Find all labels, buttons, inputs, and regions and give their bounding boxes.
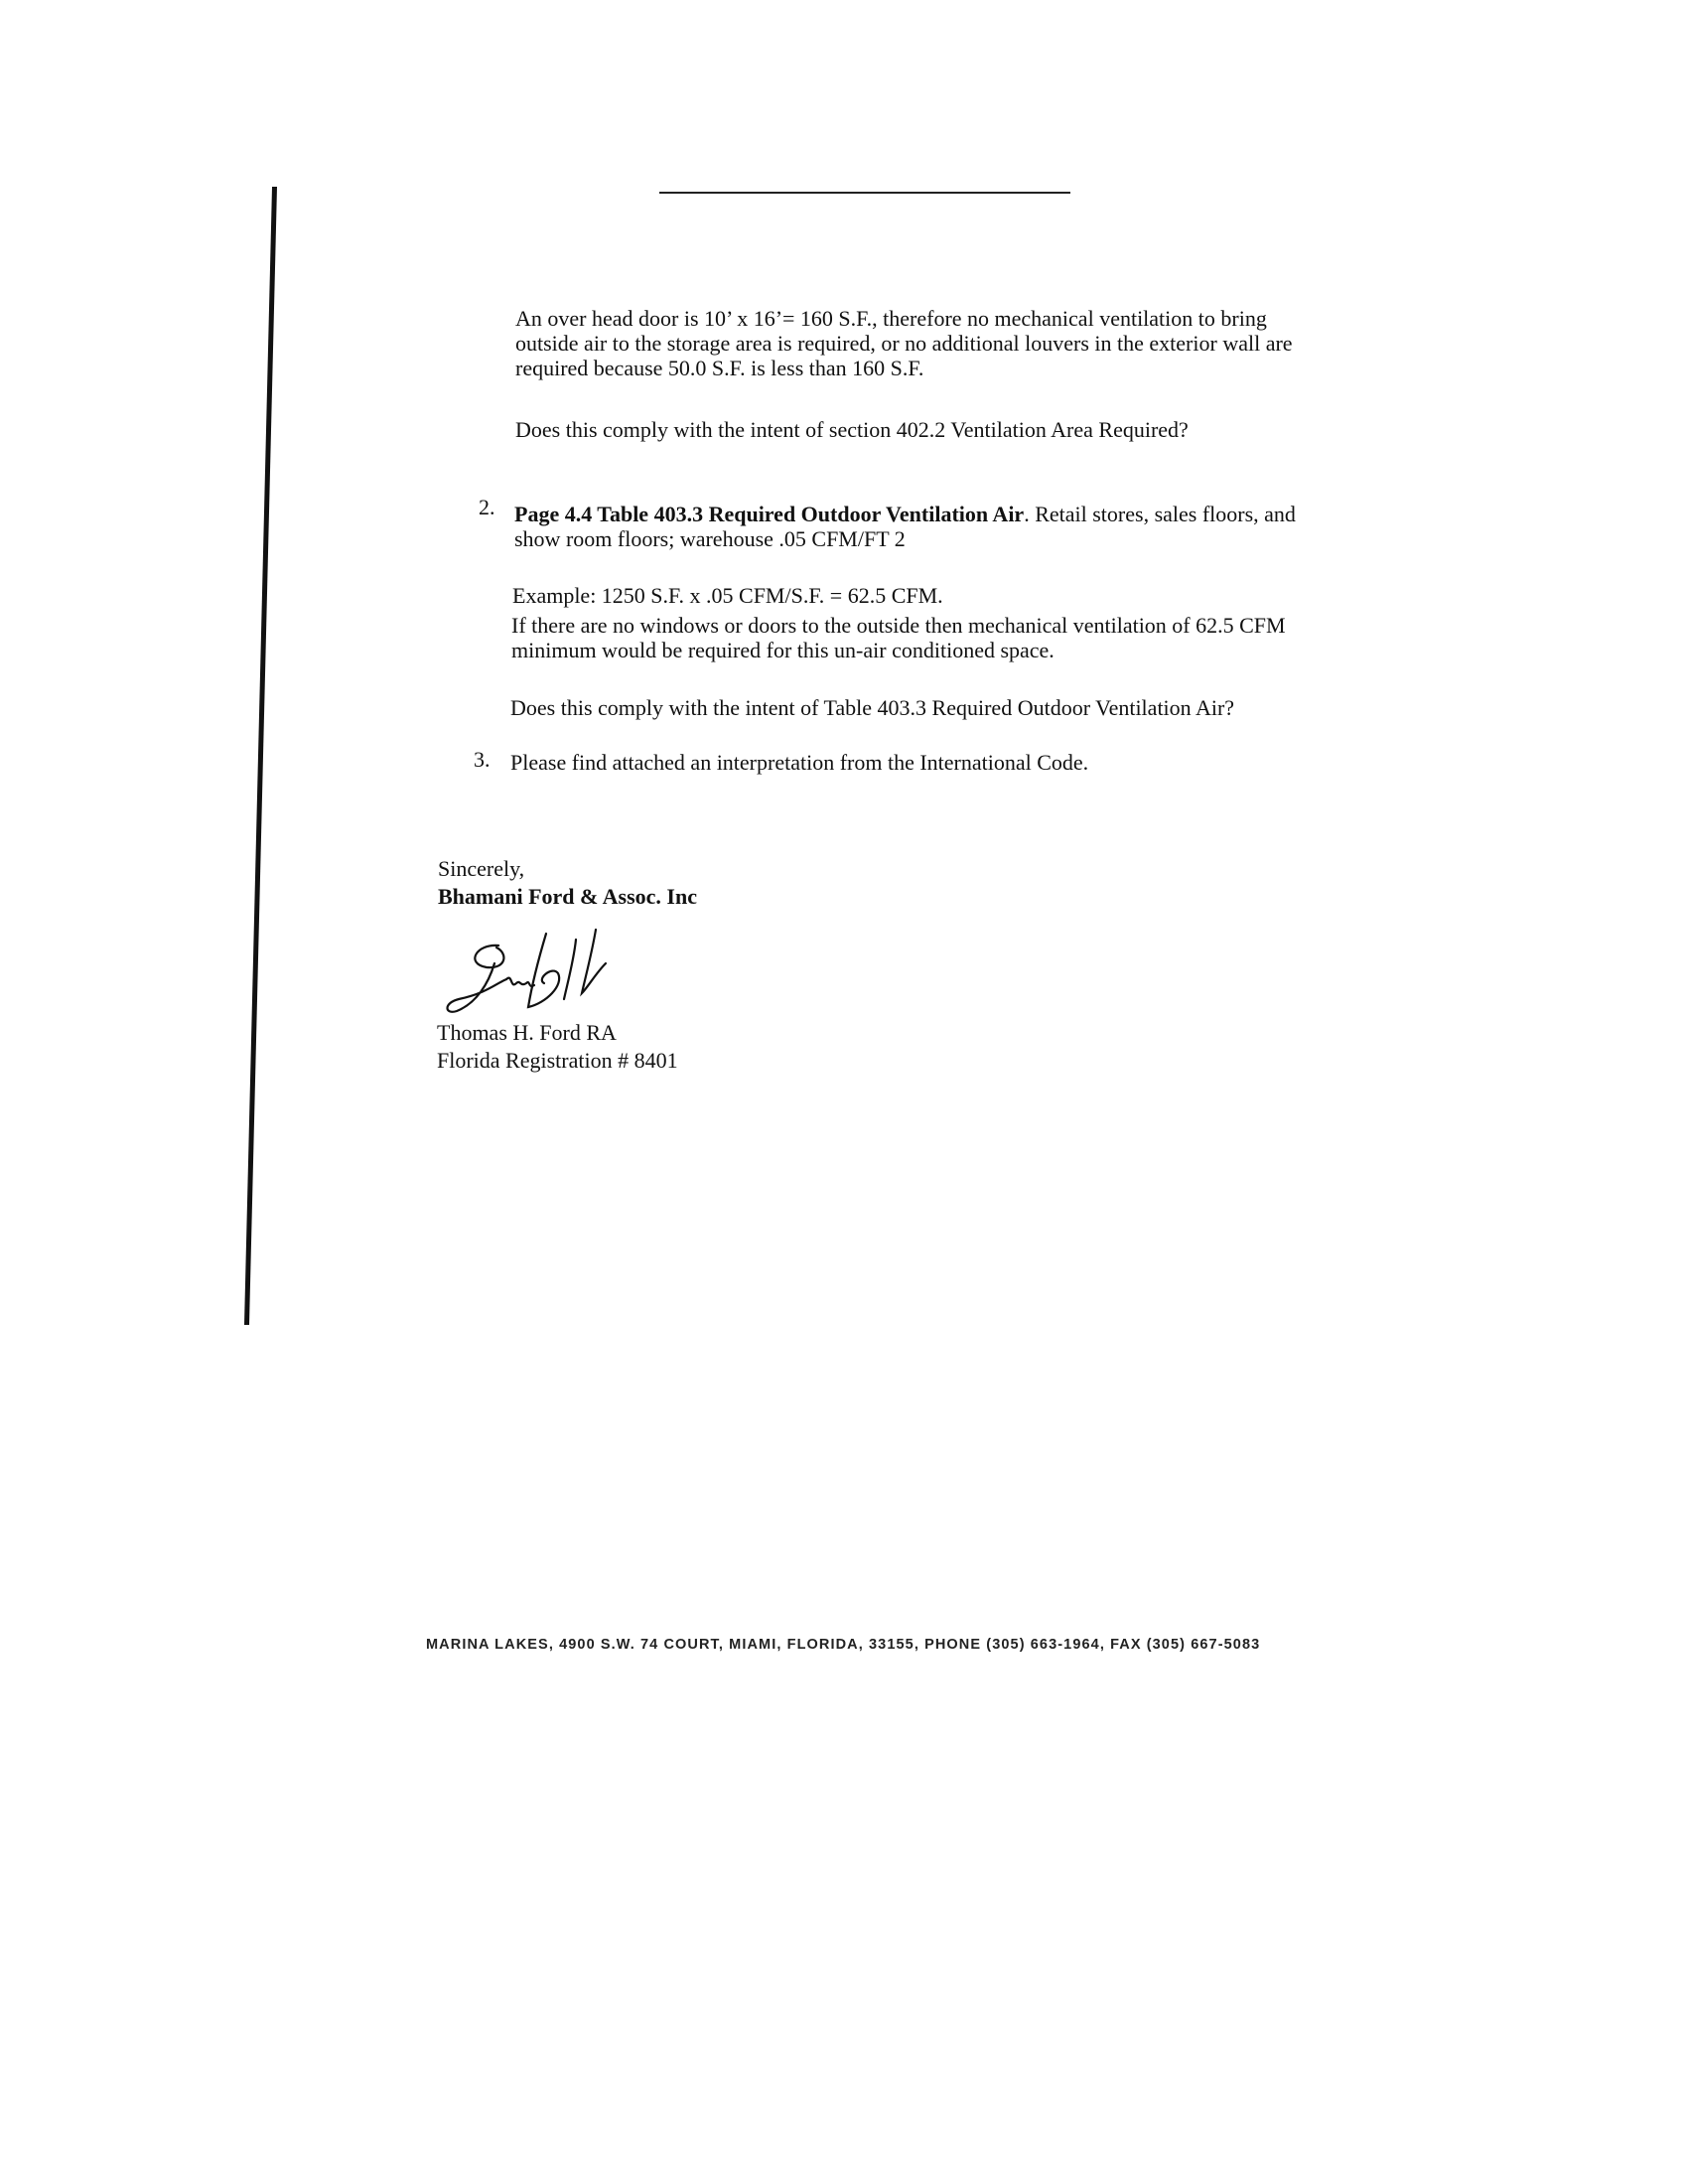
item-2-heading: Page 4.4 Table 403.3 Required Outdoor Ventilation Air bbox=[514, 502, 1025, 526]
question-1: Does this comply with the intent of section 402.2 Ventilation Area Required? bbox=[515, 417, 1189, 442]
paragraph-line: An over head door is 10’ x 16’= 160 S.F., therefore no mechanical ventilation to bring bbox=[515, 306, 1267, 331]
signature bbox=[437, 924, 635, 1023]
signer-name: Thomas H. Ford RA bbox=[437, 1020, 617, 1045]
note-line: If there are no windows or doors to the outside then mechanical ventilation of 62.5 CFM bbox=[511, 613, 1286, 638]
item-2-text: . Retail stores, sales floors, and bbox=[1024, 502, 1296, 526]
item-3-number: 3. bbox=[474, 747, 491, 772]
top-rule bbox=[659, 192, 1070, 194]
item-2-line-1 bbox=[514, 502, 1296, 526]
example: Example: 1250 S.F. x .05 CFM/S.F. = 62.5 CFM. bbox=[512, 583, 943, 608]
paragraph-line: outside air to the storage area is required, or no additional louvers in the exterior wall are bbox=[515, 331, 1293, 356]
registration: Florida Registration # 8401 bbox=[437, 1048, 678, 1073]
paragraph-line: required because 50.0 S.F. is less than 160 S.F. bbox=[515, 356, 924, 380]
footer-address: MARINA LAKES, 4900 S.W. 74 COURT, MIAMI, FLORIDA, 33155, PHONE (305) 663-1964, FAX (305) 667-5083 bbox=[426, 1637, 1261, 1653]
company-name: Bhamani Ford & Assoc. Inc bbox=[438, 884, 697, 909]
question-2: Does this comply with the intent of Table 403.3 Required Outdoor Ventilation Air? bbox=[510, 695, 1235, 720]
closing: Sincerely, bbox=[438, 856, 525, 881]
item-2-line-2: show room floors; warehouse .05 CFM/FT 2 bbox=[514, 526, 906, 551]
item-2-number: 2. bbox=[479, 495, 495, 519]
note-line: minimum would be required for this un-air conditioned space. bbox=[511, 638, 1055, 662]
margin-bar bbox=[244, 187, 277, 1325]
item-3-text: Please find attached an interpretation from the International Code. bbox=[510, 750, 1089, 775]
